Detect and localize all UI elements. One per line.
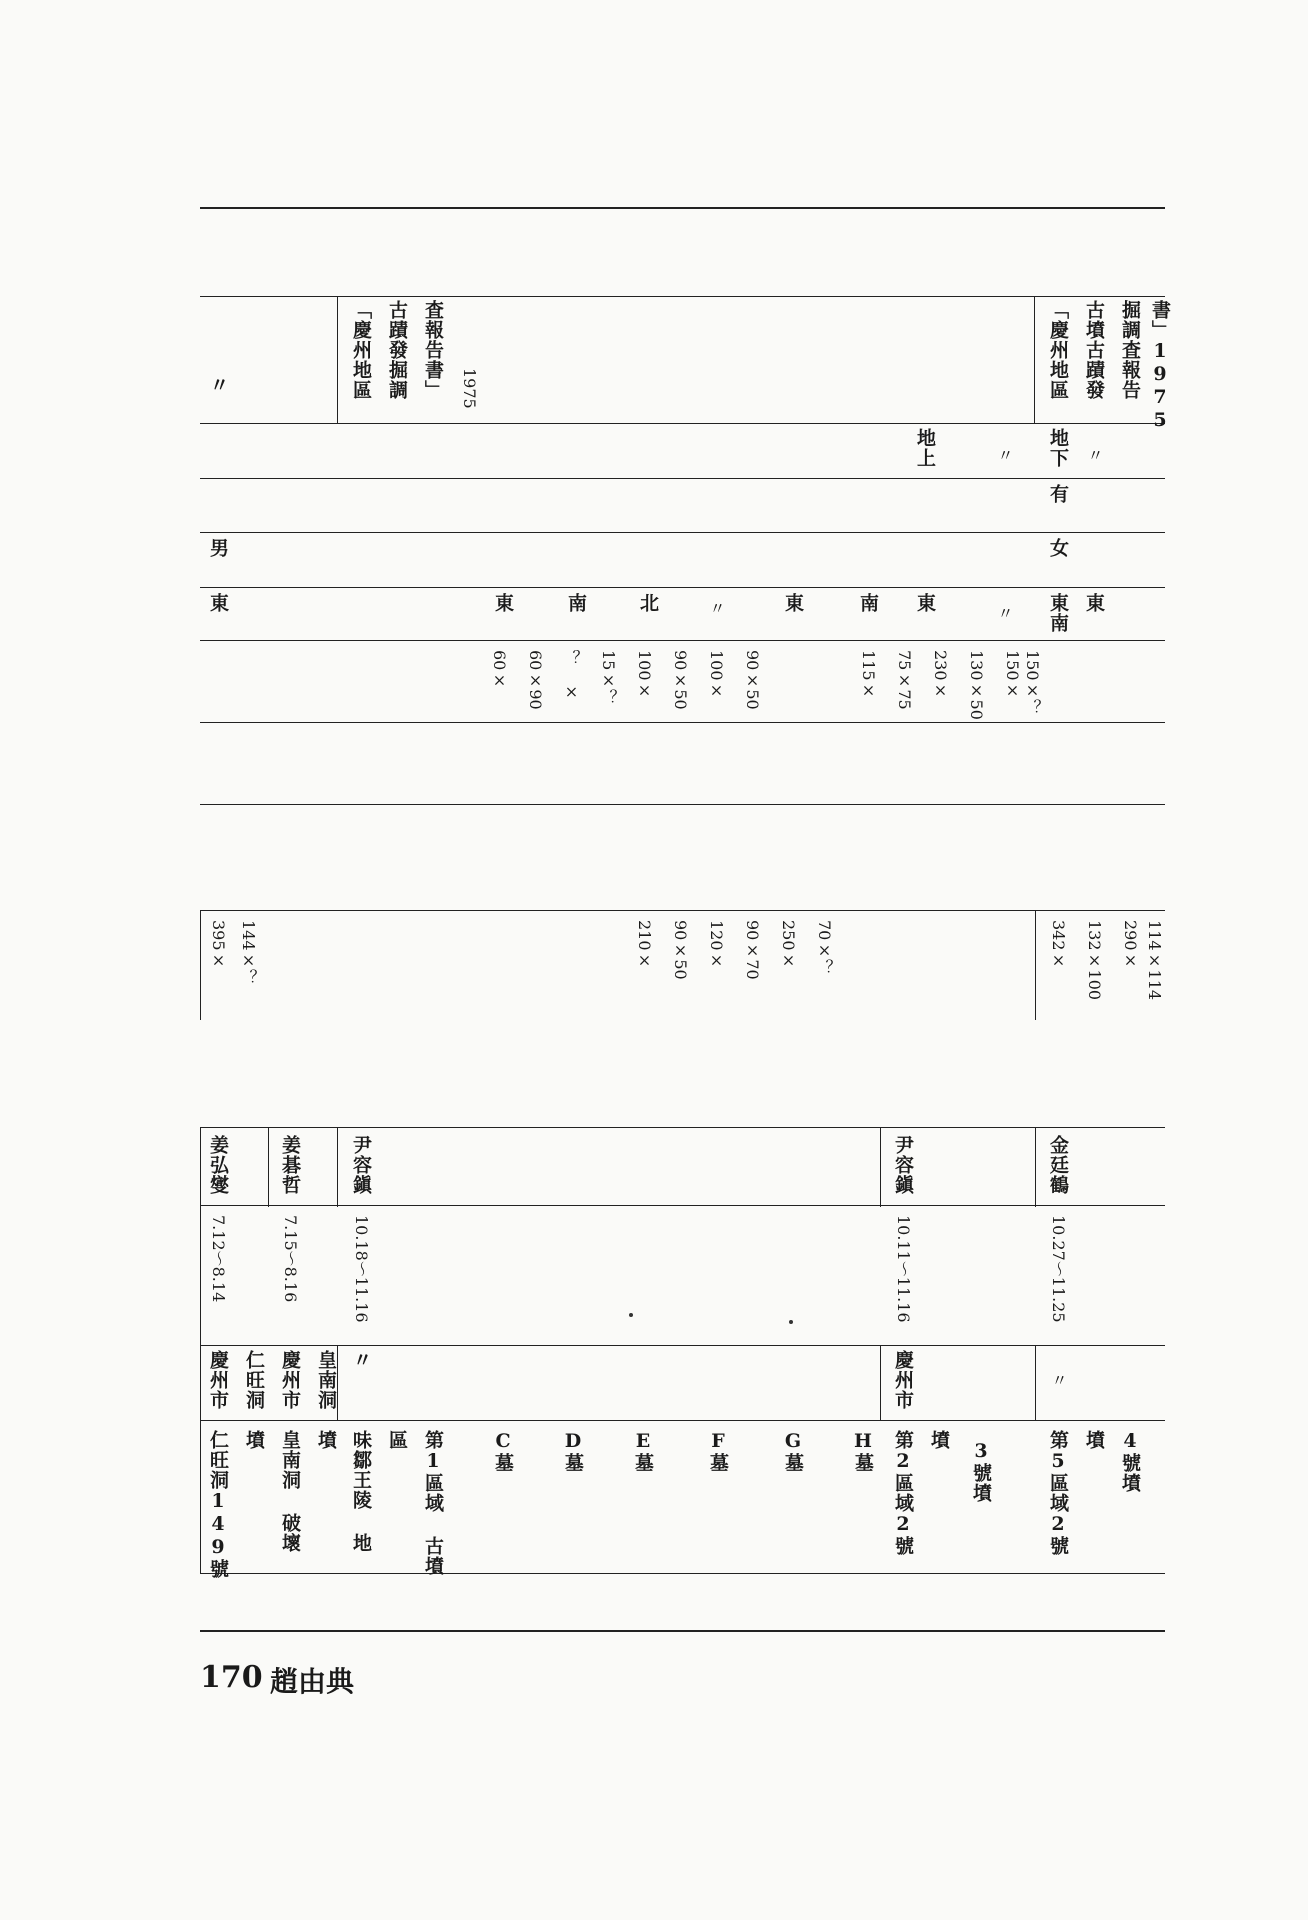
location: 〃 xyxy=(1085,447,1104,463)
table-rule-sex xyxy=(200,532,1165,533)
place: 慶州市 xyxy=(279,1350,301,1410)
row-sep-ref-a xyxy=(337,296,338,423)
reference: 古蹟發掘調 xyxy=(386,300,408,400)
small-dims: 100× xyxy=(635,650,654,700)
small-dims: 15×？ xyxy=(599,650,618,706)
location: 地上 xyxy=(914,428,936,468)
site-name: 墳 xyxy=(928,1430,950,1450)
table-rule-site xyxy=(200,1420,1165,1421)
period: 10.11～11.16 xyxy=(894,1215,913,1323)
table-rule-period xyxy=(200,1205,1165,1206)
reference: 掘調査報告 xyxy=(1119,300,1141,400)
table-rule-dims xyxy=(200,910,1165,911)
site-name: F墓 xyxy=(707,1430,729,1473)
table-rule-excavator xyxy=(200,1127,1165,1128)
excavator: 尹容鎭 xyxy=(350,1135,372,1195)
location: 〃 xyxy=(995,447,1014,463)
dims: 144×？ xyxy=(239,920,258,986)
small-dims: 90×50 xyxy=(671,650,690,710)
row-sep-left-c xyxy=(337,1127,338,1207)
small-dims: 60× xyxy=(490,650,509,690)
table-rule-blank2 xyxy=(200,804,1165,805)
row-sep-left-b xyxy=(268,1127,269,1207)
table-rule-blank1 xyxy=(200,722,1165,723)
site-name: 皇南洞 破壞 xyxy=(279,1430,301,1553)
dims: 250× xyxy=(779,920,798,970)
site-name: G墓 xyxy=(782,1430,804,1473)
sex: 女 xyxy=(1047,538,1069,558)
reference: 「慶州地區 xyxy=(350,300,372,400)
site-name: 4號墳 xyxy=(1119,1430,1141,1493)
dims: 90×50 xyxy=(671,920,690,980)
site-name: 第1區域 古墳 xyxy=(422,1430,444,1576)
small-dims: 150× xyxy=(1003,650,1022,700)
site-name: 3號墳 xyxy=(970,1440,992,1503)
dims: 132×100 xyxy=(1085,920,1104,1001)
small-dims: 75×75 xyxy=(895,650,914,710)
small-dims: ？ × xyxy=(562,650,581,701)
table-rule-place xyxy=(200,1345,1165,1346)
direction: 東 xyxy=(782,593,804,613)
direction: 南 xyxy=(565,593,587,613)
period: 7.12～8.14 xyxy=(209,1215,228,1303)
reference: 〃 xyxy=(207,375,229,395)
place: 慶州市 xyxy=(207,1350,229,1410)
period: 10.18～11.16 xyxy=(352,1215,371,1323)
site-name: 區 xyxy=(386,1430,408,1450)
row-sep-left-f xyxy=(1035,1345,1036,1420)
direction: 東 xyxy=(492,593,514,613)
table-rule-small-dims xyxy=(200,640,1165,641)
site-name: 味鄒王陵 地 xyxy=(350,1430,372,1553)
row-sep-left-g xyxy=(880,1127,881,1207)
excavator: 姜弘燮 xyxy=(207,1135,229,1195)
sex: 男 xyxy=(207,538,229,558)
dims: 90×70 xyxy=(743,920,762,980)
table-rule-base xyxy=(200,1630,1165,1632)
small-dims: 90×50 xyxy=(743,650,762,710)
small-dims: 150×？ xyxy=(1023,650,1042,716)
direction: 〃 xyxy=(995,605,1014,621)
period: 10.27～11.25 xyxy=(1049,1215,1068,1323)
small-dims: 230× xyxy=(931,650,950,700)
site-name: H墓 xyxy=(852,1430,874,1473)
excavator: 金廷鶴 xyxy=(1047,1135,1069,1195)
place: 皇南洞 xyxy=(315,1350,337,1410)
dims: 210× xyxy=(635,920,654,970)
site-name: 墳 xyxy=(315,1430,337,1450)
period: 7.15～8.16 xyxy=(281,1215,300,1303)
row-sep-left-e xyxy=(880,1345,881,1420)
table-rule-top xyxy=(200,207,1165,209)
table-dot xyxy=(789,1320,793,1324)
dims: 114×114 xyxy=(1145,920,1164,1001)
small-dims: 130×50 xyxy=(967,650,986,720)
site-name: C墓 xyxy=(492,1430,514,1473)
reference: 査報告書」 xyxy=(422,300,444,400)
location: 地下 xyxy=(1047,428,1069,468)
grave-goods: 有 xyxy=(1047,484,1069,504)
direction: 〃 xyxy=(707,600,726,616)
reference: 1975 xyxy=(460,368,479,409)
table-rule-bottom xyxy=(200,1573,1165,1574)
table-dot xyxy=(629,1313,633,1317)
page-number: 170 xyxy=(200,1660,263,1695)
direction: 東 xyxy=(1083,593,1105,613)
row-sep-dims-a xyxy=(200,910,201,1020)
site-name: 墳 xyxy=(243,1430,265,1450)
site-name: E墓 xyxy=(632,1430,654,1473)
table-rule-location xyxy=(200,423,1165,424)
dims: 395× xyxy=(209,920,228,970)
site-name: 墳 xyxy=(1083,1430,1105,1450)
excavator: 姜碁哲 xyxy=(279,1135,301,1195)
site-name: 第2區域2號 xyxy=(892,1430,914,1556)
small-dims: 115× xyxy=(859,650,878,700)
site-name: 仁旺洞149號 xyxy=(207,1430,229,1579)
place: 仁旺洞 xyxy=(243,1350,265,1410)
direction: 南 xyxy=(857,593,879,613)
row-sep-dims-b xyxy=(1035,910,1036,1020)
dims: 342× xyxy=(1049,920,1068,970)
direction: 東 xyxy=(207,593,229,613)
row-sep-left-h xyxy=(1035,1127,1036,1207)
small-dims: 100× xyxy=(707,650,726,700)
small-dims: 60×90 xyxy=(526,650,545,710)
place: 〃 xyxy=(1049,1372,1068,1388)
site-name: 第5區域2號 xyxy=(1047,1430,1069,1556)
table-rule-ref xyxy=(200,296,1165,297)
row-sep-ref-b xyxy=(1034,296,1035,423)
reference: 古墳古蹟發 xyxy=(1083,300,1105,400)
place: 〃 xyxy=(350,1350,372,1370)
table-rule-direction xyxy=(200,587,1165,588)
direction: 東南 xyxy=(1047,593,1069,633)
direction: 東 xyxy=(914,593,936,613)
excavator: 尹容鎭 xyxy=(892,1135,914,1195)
dims: 70×？ xyxy=(815,920,834,976)
place: 慶州市 xyxy=(892,1350,914,1410)
author-name: 趙由典 xyxy=(270,1665,355,1698)
table-rule-goods xyxy=(200,478,1165,479)
reference: 書」1975 xyxy=(1149,300,1171,432)
dims: 120× xyxy=(707,920,726,970)
dims: 290× xyxy=(1121,920,1140,970)
site-name: D墓 xyxy=(562,1430,584,1473)
direction: 北 xyxy=(637,593,659,613)
reference: 「慶州地區 xyxy=(1047,300,1069,400)
